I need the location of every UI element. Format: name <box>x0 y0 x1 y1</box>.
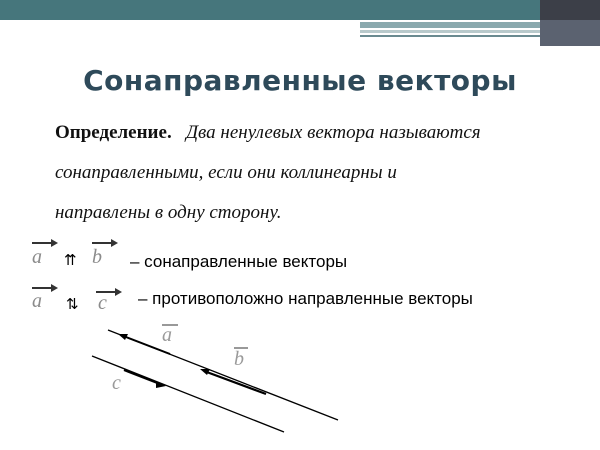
opposite-direction-symbol: ⇅ <box>66 295 79 313</box>
vector-b-row1: b <box>92 246 102 268</box>
definition-text-1: Два ненулевых вектора называются <box>185 122 481 143</box>
codirectional-symbol: ⇈ <box>64 251 77 269</box>
slide-title: Сонаправленные векторы <box>83 64 517 97</box>
codirectional-text: – сонаправленные векторы <box>130 252 348 271</box>
vector-a-row2: a <box>32 290 42 312</box>
definition-line-2: сонаправленными, если они коллинеарны и <box>55 162 397 183</box>
vector-a-arrowhead <box>118 334 128 340</box>
diagram-label-b: b <box>234 348 244 370</box>
vector-b-arrowhead <box>200 369 210 375</box>
vector-c-segment <box>124 370 160 384</box>
definition-label: Определение. <box>55 122 172 143</box>
diagram-label-c: c <box>112 372 121 394</box>
definition-line-3: направлены в одну сторону. <box>55 202 282 223</box>
vector-b-segment <box>204 371 266 394</box>
vector-c-row2: c <box>98 292 107 314</box>
vector-a-row1: a <box>32 246 42 268</box>
opposite-direction-text: – противоположно направленные векторы <box>138 289 473 308</box>
diagram-label-a: a <box>162 324 172 346</box>
